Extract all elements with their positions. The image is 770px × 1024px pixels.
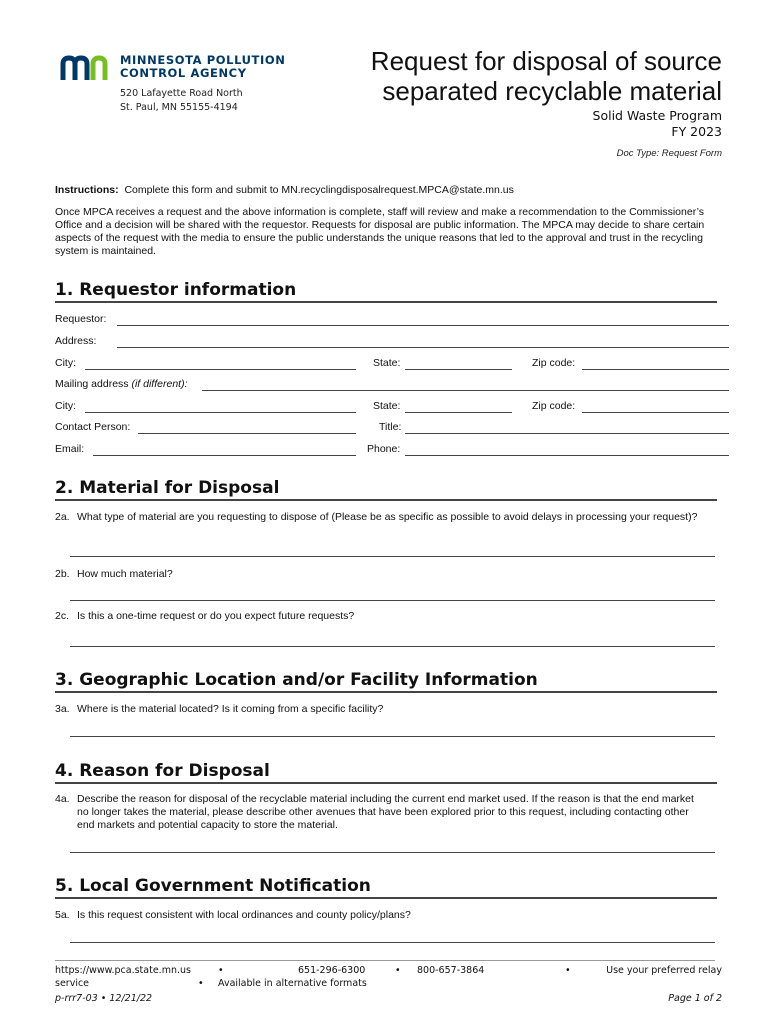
question-3a-number: 3a. (55, 703, 70, 715)
question-5a-number: 5a. (55, 909, 70, 921)
question-2a-number: 2a. (55, 511, 70, 523)
org-address-line1: 520 Lafayette Road North (120, 88, 243, 99)
section-2-heading (55, 478, 717, 501)
mailing-address-label (55, 378, 188, 390)
footer-page-number: Page 1 of 2 (668, 993, 722, 1004)
section-4-heading (55, 761, 717, 784)
answer-3a-field[interactable] (70, 736, 715, 737)
footer-website[interactable]: https://www.pca.state.mn.us (55, 965, 191, 976)
footer-phone-2: 800-657-3864 (417, 965, 485, 976)
section-2-title: Material for Disposal (79, 478, 280, 498)
footer-doc-id: p-rrr7-03 • 12/21/22 (55, 993, 153, 1004)
doc-type: Doc Type: Request Form (616, 148, 722, 159)
instructions-label: Instructions: (55, 184, 119, 196)
question-2c-number: 2c. (55, 610, 70, 622)
org-address-line2: St. Paul, MN 55155-4194 (120, 102, 238, 113)
answer-4a-field[interactable] (70, 852, 715, 853)
title-line2: separated recyclable material (382, 76, 722, 106)
footer-bullet-1: • (218, 965, 224, 976)
section-5-title: Local Government Notification (79, 876, 371, 896)
state-label: State: (373, 357, 401, 369)
requestor-label: Requestor: (55, 313, 107, 325)
instructions-paragraph: Once MPCA receives a request and the above information is complete, staff will review and make a recommendation to the Commissioner’s Office and a decision will be shared with the requestor. Requests for disposal are public information. The MPCA may decide to share certain aspects of the request with the media to ensure the public understands the unique reasons that led to the approval and trust in the recycling system is maintained. (55, 206, 705, 257)
title-line1: Request for disposal of source (370, 46, 722, 76)
section-3-number: 3. (55, 670, 74, 690)
mailing-state-field[interactable] (405, 412, 512, 413)
question-5a-text: Is this request consistent with local ordinances and county policy/plans? (77, 909, 411, 921)
address-field[interactable] (117, 347, 729, 348)
section-4-number: 4. (55, 761, 74, 781)
instructions-text: Complete this form and submit to MN.recyclingdisposalrequest.MPCA@state.mn.us (124, 184, 514, 196)
mailing-state-label: State: (373, 400, 401, 412)
answer-2a-field[interactable] (70, 556, 715, 557)
section-4-title: Reason for Disposal (79, 761, 270, 781)
section-5-heading (55, 876, 717, 899)
fiscal-year: FY 2023 (671, 124, 722, 139)
question-2b-number: 2b. (55, 568, 70, 580)
question-2a-text: What type of material are you requesting to dispose of (Please be as specific as possible to avoid delays in processing your request)? (77, 511, 698, 523)
question-2b (55, 568, 715, 581)
section-3-heading (55, 670, 717, 693)
answer-5a-field[interactable] (70, 942, 715, 943)
mpca-logo-mark-icon (60, 54, 116, 82)
program-name: Solid Waste Program (592, 108, 722, 123)
question-4a (55, 793, 715, 832)
footer-relay: Use your preferred relay (606, 965, 722, 976)
city-field[interactable] (85, 369, 356, 370)
contact-person-field[interactable] (138, 433, 356, 434)
instructions (55, 184, 715, 197)
org-name-line1: MINNESOTA POLLUTION (120, 53, 286, 67)
section-1-heading (55, 280, 717, 303)
title-field[interactable] (405, 433, 729, 434)
footer-bullet-4: • (198, 978, 204, 989)
section-1-number: 1. (55, 280, 74, 300)
mailing-label-text: Mailing address (55, 378, 129, 390)
state-field[interactable] (405, 369, 512, 370)
footer-bullet-2: • (395, 965, 401, 976)
footer-divider (55, 960, 715, 961)
requestor-field[interactable] (117, 325, 729, 326)
mailing-zip-field[interactable] (582, 412, 729, 413)
mailing-city-label: City: (55, 400, 76, 412)
phone-label: Phone: (367, 443, 401, 455)
org-name-line2: CONTROL AGENCY (120, 66, 247, 80)
section-2-number: 2. (55, 478, 74, 498)
answer-2b-field[interactable] (70, 600, 715, 601)
question-3a-text: Where is the material located? Is it coming from a specific facility? (77, 703, 384, 715)
section-3-title: Geographic Location and/or Facility Information (79, 670, 538, 690)
zip-label: Zip code: (532, 357, 576, 369)
city-label: City: (55, 357, 76, 369)
mailing-city-field[interactable] (85, 412, 356, 413)
email-label: Email: (55, 443, 85, 455)
question-5a (55, 909, 715, 922)
zip-field[interactable] (582, 369, 729, 370)
question-4a-text: Describe the reason for disposal of the recyclable material including the current end market used. If the reason is that the end market no longer takes the material, please describe other avenues that have been explored prior to this request, including contacting other end markets and potential capacity to store the material. (77, 793, 694, 831)
footer-bullet-3: • (565, 965, 571, 976)
mpca-logo (60, 50, 300, 120)
mailing-address-field[interactable] (202, 390, 729, 391)
question-2b-text: How much material? (77, 568, 173, 580)
footer-phone-1: 651-296-6300 (298, 965, 366, 976)
question-4a-number: 4a. (55, 793, 70, 805)
question-2a (55, 511, 715, 524)
mailing-label-note: (if different): (131, 378, 188, 390)
question-2c-text: Is this a one-time request or do you expect future requests? (77, 610, 355, 622)
email-field[interactable] (93, 455, 356, 456)
footer-alt-formats: Available in alternative formats (218, 978, 367, 989)
contact-person-label: Contact Person: (55, 421, 131, 433)
address-label: Address: (55, 335, 97, 347)
section-5-number: 5. (55, 876, 74, 896)
title-label: Title: (379, 421, 402, 433)
footer-service: service (55, 978, 90, 989)
question-2c (55, 610, 715, 623)
answer-2c-field[interactable] (70, 646, 715, 647)
document-title (302, 46, 722, 106)
question-3a (55, 703, 715, 716)
mailing-zip-label: Zip code: (532, 400, 576, 412)
phone-field[interactable] (405, 455, 729, 456)
section-1-title: Requestor information (79, 280, 297, 300)
